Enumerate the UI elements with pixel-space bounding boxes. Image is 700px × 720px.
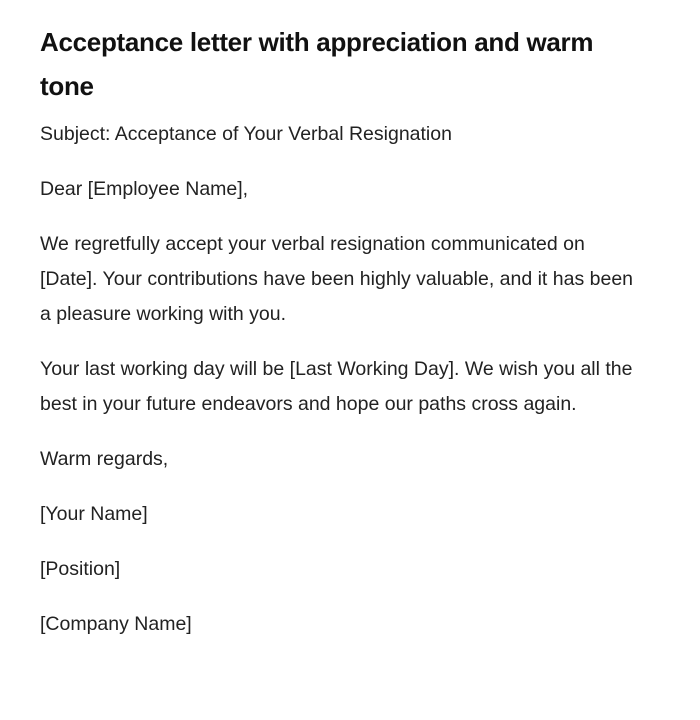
signature-company: [Company Name] — [40, 613, 192, 635]
letter-subject: Subject: Acceptance of Your Verbal Resignation — [40, 123, 452, 145]
body-paragraph-2: Your last working day will be [Last Working Day]. We wish you all the best in your future endeavors and hope our paths cross again. — [40, 358, 633, 415]
document-title: Acceptance letter with appreciation and warm tone — [40, 27, 594, 101]
letter-salutation: Dear [Employee Name], — [40, 178, 249, 200]
body-paragraph-1: We regretfully accept your verbal resignation communicated on [Date]. Your contributions have been highly valuable, and it has been a pleasure working with you. — [40, 233, 634, 325]
signature-position: [Position] — [40, 558, 121, 580]
signature-name: [Your Name] — [40, 503, 148, 525]
letter-document — [40, 20, 640, 642]
letter-closing: Warm regards, — [40, 448, 169, 470]
